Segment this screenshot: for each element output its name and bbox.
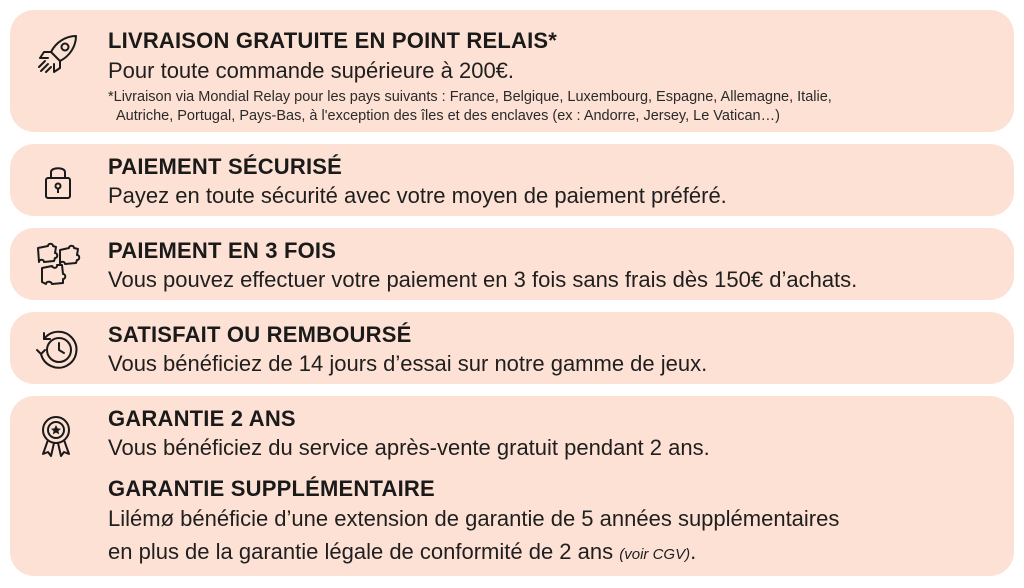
puzzle-pieces-icon (32, 238, 84, 290)
refund-title: SATISFAIT OU REMBOURSÉ (108, 322, 412, 347)
extra-warranty-title: GARANTIE SUPPLÉMENTAIRE (108, 476, 435, 501)
refund-card (10, 312, 1014, 384)
warranty-title: GARANTIE 2 ANS (108, 406, 296, 431)
delivery-title: LIVRAISON GRATUITE EN POINT RELAIS* (108, 28, 558, 53)
installments-card (10, 228, 1014, 300)
padlock-icon (32, 156, 84, 208)
delivery-note (108, 88, 1008, 126)
delivery-note-line2: Autriche, Portugal, Pays-Bas, à l'exception des îles et des enclaves (ex : Andorre, Jersey, Le Vatican…) (116, 108, 780, 124)
refund-text: Vous bénéficiez de 14 jours d’essai sur notre gamme de jeux. (108, 351, 708, 376)
cgv-reference: (voir CGV) (619, 546, 691, 563)
rocket-icon (32, 28, 84, 80)
extra-warranty-text-main: en plus de la garantie légale de conformité de 2 ans (108, 539, 614, 564)
warranty-card (10, 396, 1014, 576)
award-badge-icon (32, 410, 84, 462)
delivery-note-line1: *Livraison via Mondial Relay pour les pays suivants : France, Belgique, Luxembourg, Espagne, Allemagne, Italie, (108, 89, 832, 105)
installments-text: Vous pouvez effectuer votre paiement en 3 fois sans frais dès 150€ d’achats. (108, 267, 858, 292)
installments-title: PAIEMENT EN 3 FOIS (108, 238, 337, 263)
secure-payment-text: Payez en toute sécurité avec votre moyen de paiement préféré. (108, 183, 727, 208)
secure-payment-title: PAIEMENT SÉCURISÉ (108, 154, 343, 179)
clock-refund-icon (32, 324, 84, 376)
extra-warranty-text-end: . (690, 539, 697, 564)
extra-warranty-text-line1: Lilémø bénéficie d’une extension de garantie de 5 années supplémentaires (108, 506, 840, 531)
delivery-card (10, 10, 1014, 132)
secure-payment-card (10, 144, 1014, 216)
warranty-text: Vous bénéficiez du service après-vente gratuit pendant 2 ans. (108, 435, 710, 460)
extra-warranty-text-line2 (108, 539, 696, 565)
delivery-text: Pour toute commande supérieure à 200€. (108, 58, 515, 83)
